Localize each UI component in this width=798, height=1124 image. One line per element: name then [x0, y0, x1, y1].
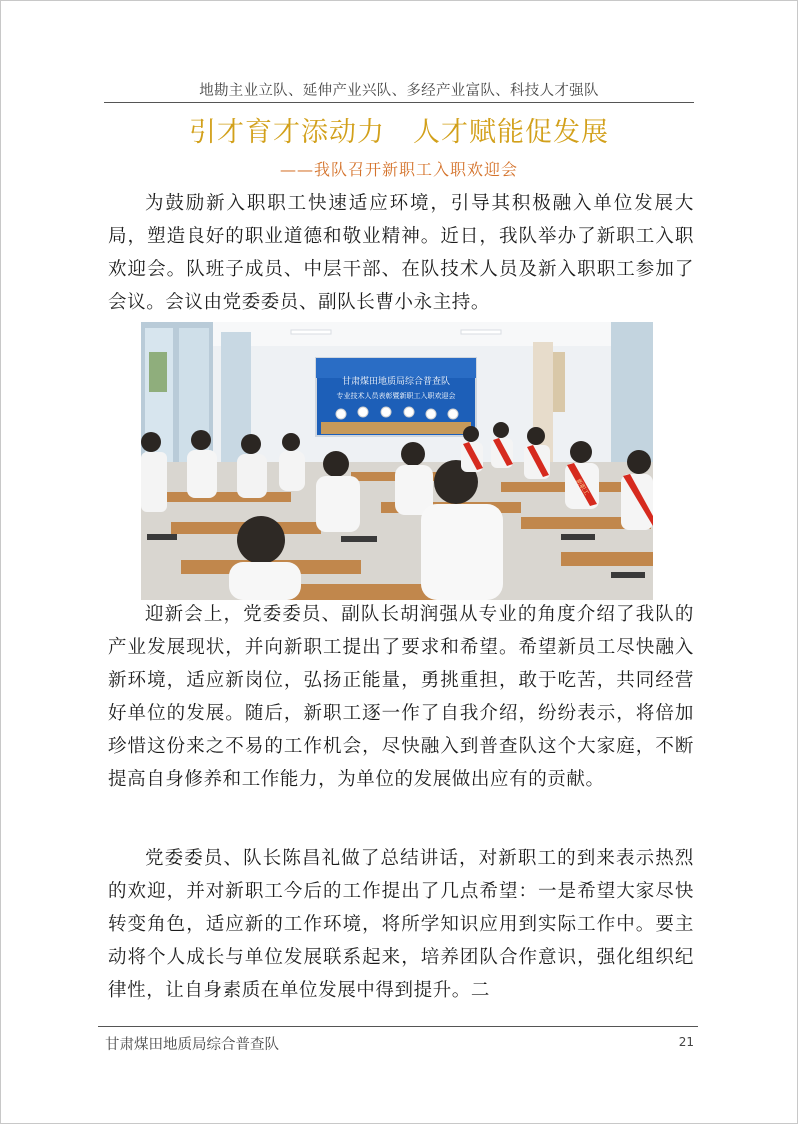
- article-subtitle: ——我队召开新职工入职欢迎会: [279, 160, 518, 179]
- article-title: 引才育才添动力 人才赋能促发展: [189, 117, 609, 148]
- paragraph-intro: 为鼓励新入职职工快速适应环境，引导其积极融入单位发展大局，塑造良好的职业道德和敬业精神。近日，我队举办了新职工入职欢迎会。队班子成员、中层干部、在队技术人员及新入职职工参加了会议。会议由党委委员、副队长曹小永主持。: [108, 193, 694, 313]
- page-number: 21: [678, 1035, 694, 1049]
- paragraph-summary-speech: 党委委员、队长陈昌礼做了总结讲话，对新职工的到来表示热烈的欢迎，并对新职工今后的工作提出了几点希望：一是希望大家尽快转变角色，适应新的工作环境，将所学知识应用到实际工作中。要主动将个人成长与单位发展联系起来，培养团队合作意识，强化组织纪律性，让自身素质在单位发展中得到提升。二: [108, 848, 694, 1001]
- screen-title-line: 甘肃煤田地质局综合普查队: [341, 376, 451, 386]
- sash-label: 新职工: [574, 478, 590, 497]
- header-divider: [104, 102, 694, 103]
- paragraph-welcome-speech: 迎新会上，党委委员、副队长胡润强从专业的角度介绍了我队的产业发展现状，并向新职工提出了要求和希望。希望新员工尽快融入新环境，适应新岗位，弘扬正能量，勇挑重担，敢于吃苦，共同经营好单位的发展。随后，新职工逐一作了自我介绍，纷纷表示，将倍加珍惜这份来之不易的工作机会，尽快融入到普查队这个大家庭，不断提高自身修养和工作能力，为单位的发展做出应有的贡献。: [108, 604, 694, 790]
- screen-subtitle-line: 专业技术人员表彰暨新职工入职欢迎会: [336, 392, 456, 400]
- footer-divider: [98, 1026, 698, 1027]
- meeting-photo: [141, 322, 653, 600]
- header-slogan: 地勘主业立队、延伸产业兴队、多经产业富队、科技人才强队: [199, 83, 599, 99]
- footer-org-name: 甘肃煤田地质局综合普查队: [105, 1037, 279, 1053]
